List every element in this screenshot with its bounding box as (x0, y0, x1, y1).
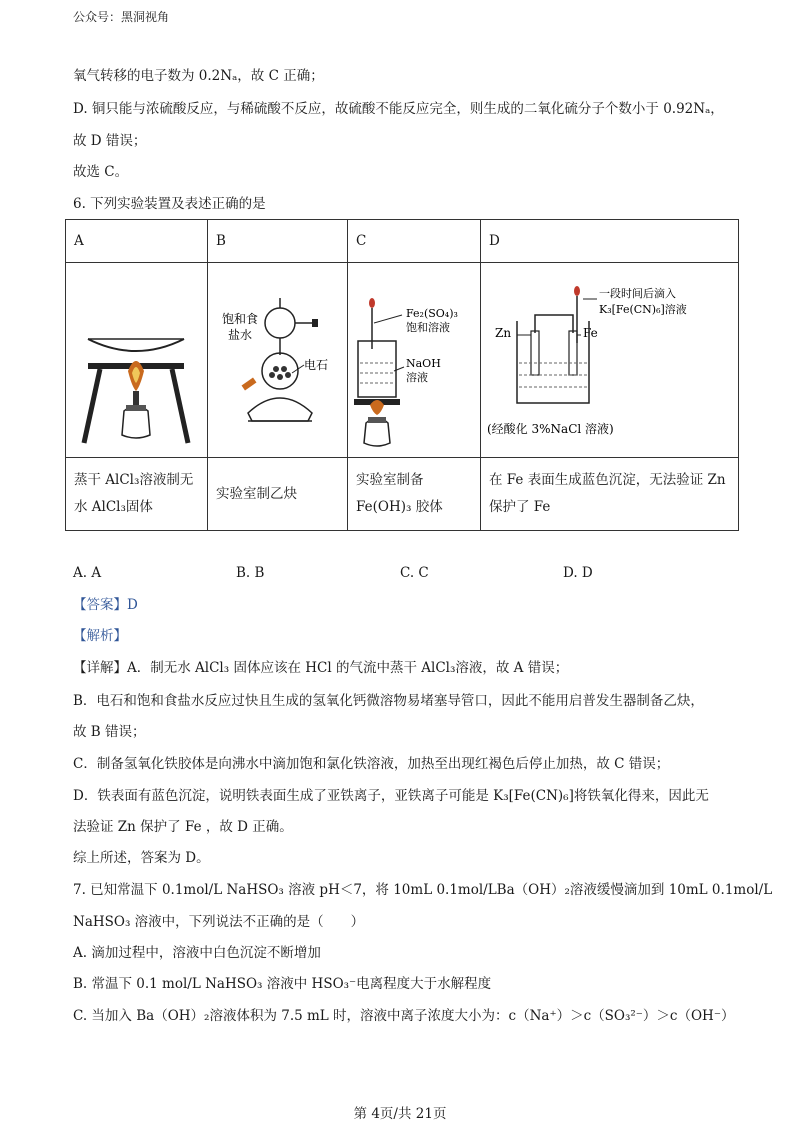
caption-b-line-1: 实验室制乙炔 (216, 485, 297, 502)
caption-c (348, 458, 481, 531)
option-d: D. D (563, 565, 593, 581)
q7-option-a: A. 滴加过程中，溶液中白色沉淀不断增加 (73, 945, 321, 961)
caption-c-line-1: 实验室制备 (356, 472, 424, 488)
col-label-b: B (208, 220, 348, 263)
prev-line-1: 氧气转移的电子数为 0.2Nₐ，故 C 正确； (73, 68, 324, 84)
evaporation-apparatus-figure (66, 263, 206, 453)
caption-d-line-1: 在 Fe 表面生成蓝色沉淀，无法验证 Zn (489, 472, 726, 488)
prev-line-4: 故选 C。 (73, 164, 129, 180)
colloid-prep-figure (348, 263, 481, 453)
option-a: A. A (73, 565, 102, 581)
caption-a-line-1: 蒸干 AlCl₃溶液制无 (74, 472, 194, 488)
caption-b (208, 458, 348, 531)
figure-b-label-3: 电石 (304, 358, 329, 372)
figure-d-label-1: 一段时间后滴入 (599, 287, 676, 300)
caption-a (66, 458, 208, 531)
figure-b-label-1: 饱和食 (222, 312, 259, 326)
q6-table (65, 219, 739, 531)
detail-line-1: 【详解】A．制无水 AlCl₃ 固体应该在 HCl 的气流中蒸干 AlCl₃溶液，故 A 错误； (73, 660, 569, 676)
figure-c-label-2: 饱和溶液 (406, 321, 450, 334)
figure-c-label-3: NaOH (406, 357, 441, 370)
figure-b-label-2: 盐水 (228, 328, 253, 342)
analysis-label: 【解析】 (73, 628, 127, 644)
q7-option-b: B. 常温下 0.1 mol/L NaHSO₃ 溶液中 HSO₃⁻电离程度大于水解程度 (73, 976, 492, 992)
answer-label: 【答案】D (73, 597, 138, 613)
q7-stem-line-1: 7. 已知常温下 0.1mol/L NaHSO₃ 溶液 pH＜7，将 10mL 0.1mol/LBa（OH）₂溶液缓慢滴加到 10mL 0.1mol/L (73, 882, 773, 898)
detail-line-7: 综上所述，答案为 D。 (73, 850, 210, 866)
page-footer: 第 4页/共 21页 (353, 1106, 447, 1122)
q7-option-c: C. 当加入 Ba（OH）₂溶液体积为 7.5 mL 时，溶液中离子浓度大小为：c（Na⁺）＞c（SO₃²⁻）＞c（OH⁻） (73, 1008, 735, 1024)
q7-stem-line-2: NaHSO₃ 溶液中，下列说法不正确的是（ ） (73, 914, 365, 930)
col-label-c: C (348, 220, 481, 263)
q6-stem: 6. 下列实验装置及表述正确的是 (73, 196, 266, 212)
caption-a-line-2: 水 AlCl₃固体 (74, 499, 153, 515)
detail-line-2: B．电石和饱和食盐水反应过快且生成的氢氧化钙微溶物易堵塞导管口，因此不能用启普发生器制备乙炔， (73, 693, 704, 709)
galvanic-cell-figure (481, 263, 739, 453)
caption-d-line-2: 保护了 Fe (489, 499, 551, 515)
detail-line-3: 故 B 错误； (73, 724, 146, 740)
figure-c-cell (348, 263, 481, 458)
zn-electrode-label: Zn (495, 326, 512, 340)
kipp-generator-figure (208, 263, 348, 453)
figure-d-cell (481, 263, 739, 458)
figure-b-cell (208, 263, 348, 458)
caption-d (481, 458, 739, 531)
detail-line-5: D．铁表面有蓝色沉淀，说明铁表面生成了亚铁离子，亚铁离子可能是 K₃[Fe(CN)₆]将铁氧化得来，因此无 (73, 788, 709, 804)
figure-c-label-4: 溶液 (406, 371, 428, 384)
detail-line-4: C．制备氢氧化铁胶体是向沸水中滴加饱和氯化铁溶液，加热至出现红褐色后停止加热，故 C 错误； (73, 756, 670, 772)
figure-a-cell (66, 263, 208, 458)
col-label-a: A (66, 220, 208, 263)
figure-d-note: (经酸化 3%NaCl 溶液) (487, 422, 614, 436)
figure-d-label-2: K₃[Fe(CN)₆]溶液 (599, 303, 687, 316)
col-label-d: D (481, 220, 739, 263)
account-header: 公众号：黑洞视角 (73, 10, 170, 24)
prev-line-3: 故 D 错误； (73, 133, 147, 149)
detail-line-6: 法验证 Zn 保护了 Fe ，故 D 正确。 (73, 819, 293, 835)
fe-electrode-label: Fe (583, 326, 598, 340)
option-c: C. C (400, 565, 429, 581)
caption-c-line-2: Fe(OH)₃ 胶体 (356, 499, 443, 515)
figure-c-label-1: Fe₂(SO₄)₃ (406, 307, 458, 320)
prev-line-2: D. 铜只能与浓硫酸反应，与稀硫酸不反应，故硫酸不能反应完全，则生成的二氧化硫分子个数小于 0.92Nₐ， (73, 101, 724, 117)
option-b: B. B (236, 565, 265, 581)
